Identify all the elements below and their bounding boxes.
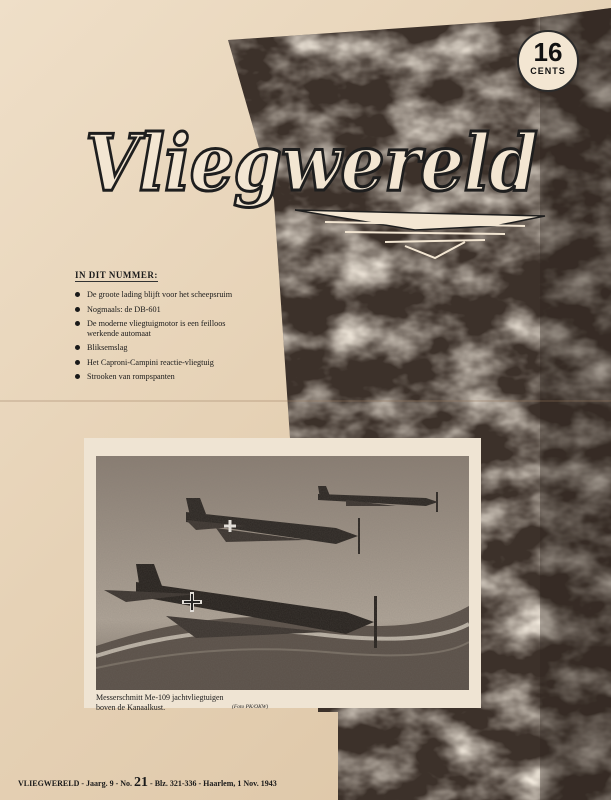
price-unit: CENTS	[530, 66, 566, 76]
issue-footer: VLIEGWERELD - Jaarg. 9 - No. 21 - Blz. 321-336 - Haarlem, 1 Nov. 1943	[18, 775, 277, 790]
contents-box	[75, 265, 245, 387]
bullet-icon	[75, 321, 80, 326]
footer-issue-label: No.	[120, 779, 133, 788]
bullet-icon	[75, 360, 80, 365]
bullet-icon	[75, 292, 80, 297]
footer-place-date: Haarlem, 1 Nov. 1943	[203, 779, 277, 788]
contents-item: De groote lading blijft voor het scheepsruim	[75, 290, 245, 300]
masthead-title: Vliegwereld	[85, 118, 537, 209]
bullet-icon	[75, 374, 80, 379]
wing-emblem-icon	[295, 210, 545, 258]
footer-volume: Jaarg. 9	[86, 779, 114, 788]
footer-issue-number: 21	[134, 775, 149, 790]
contents-heading: IN DIT NUMMER:	[75, 270, 158, 280]
bullet-icon	[75, 345, 80, 350]
caption-line-1: Messerschmitt Me-109 jachtvliegtuigen	[96, 693, 224, 702]
price-badge	[517, 30, 579, 92]
photo-credit: (Foto PK/OKW)	[232, 704, 269, 710]
fighter-planes-photo	[96, 456, 469, 690]
contents-list	[75, 290, 245, 382]
contents-item: De moderne vliegtuigmotor is een feilloos werkende automaat	[75, 319, 245, 338]
paper-fold-line	[0, 400, 611, 402]
masthead-logo	[85, 118, 555, 268]
photo-caption	[96, 693, 376, 712]
footer-pages: Blz. 321-336	[154, 779, 197, 788]
contents-item: Strooken van rompspanten	[75, 372, 245, 382]
caption-line-2: boven de Kanaalkust.	[96, 702, 166, 712]
bullet-icon	[75, 307, 80, 312]
price-number: 16	[533, 37, 563, 67]
footer-publication: VLIEGWERELD	[18, 779, 80, 788]
contents-item: Het Caproni-Campini reactie-vliegtuig	[75, 358, 245, 368]
contents-item: Nogmaals: de DB-601	[75, 305, 245, 315]
contents-item: Bliksemslag	[75, 343, 245, 353]
